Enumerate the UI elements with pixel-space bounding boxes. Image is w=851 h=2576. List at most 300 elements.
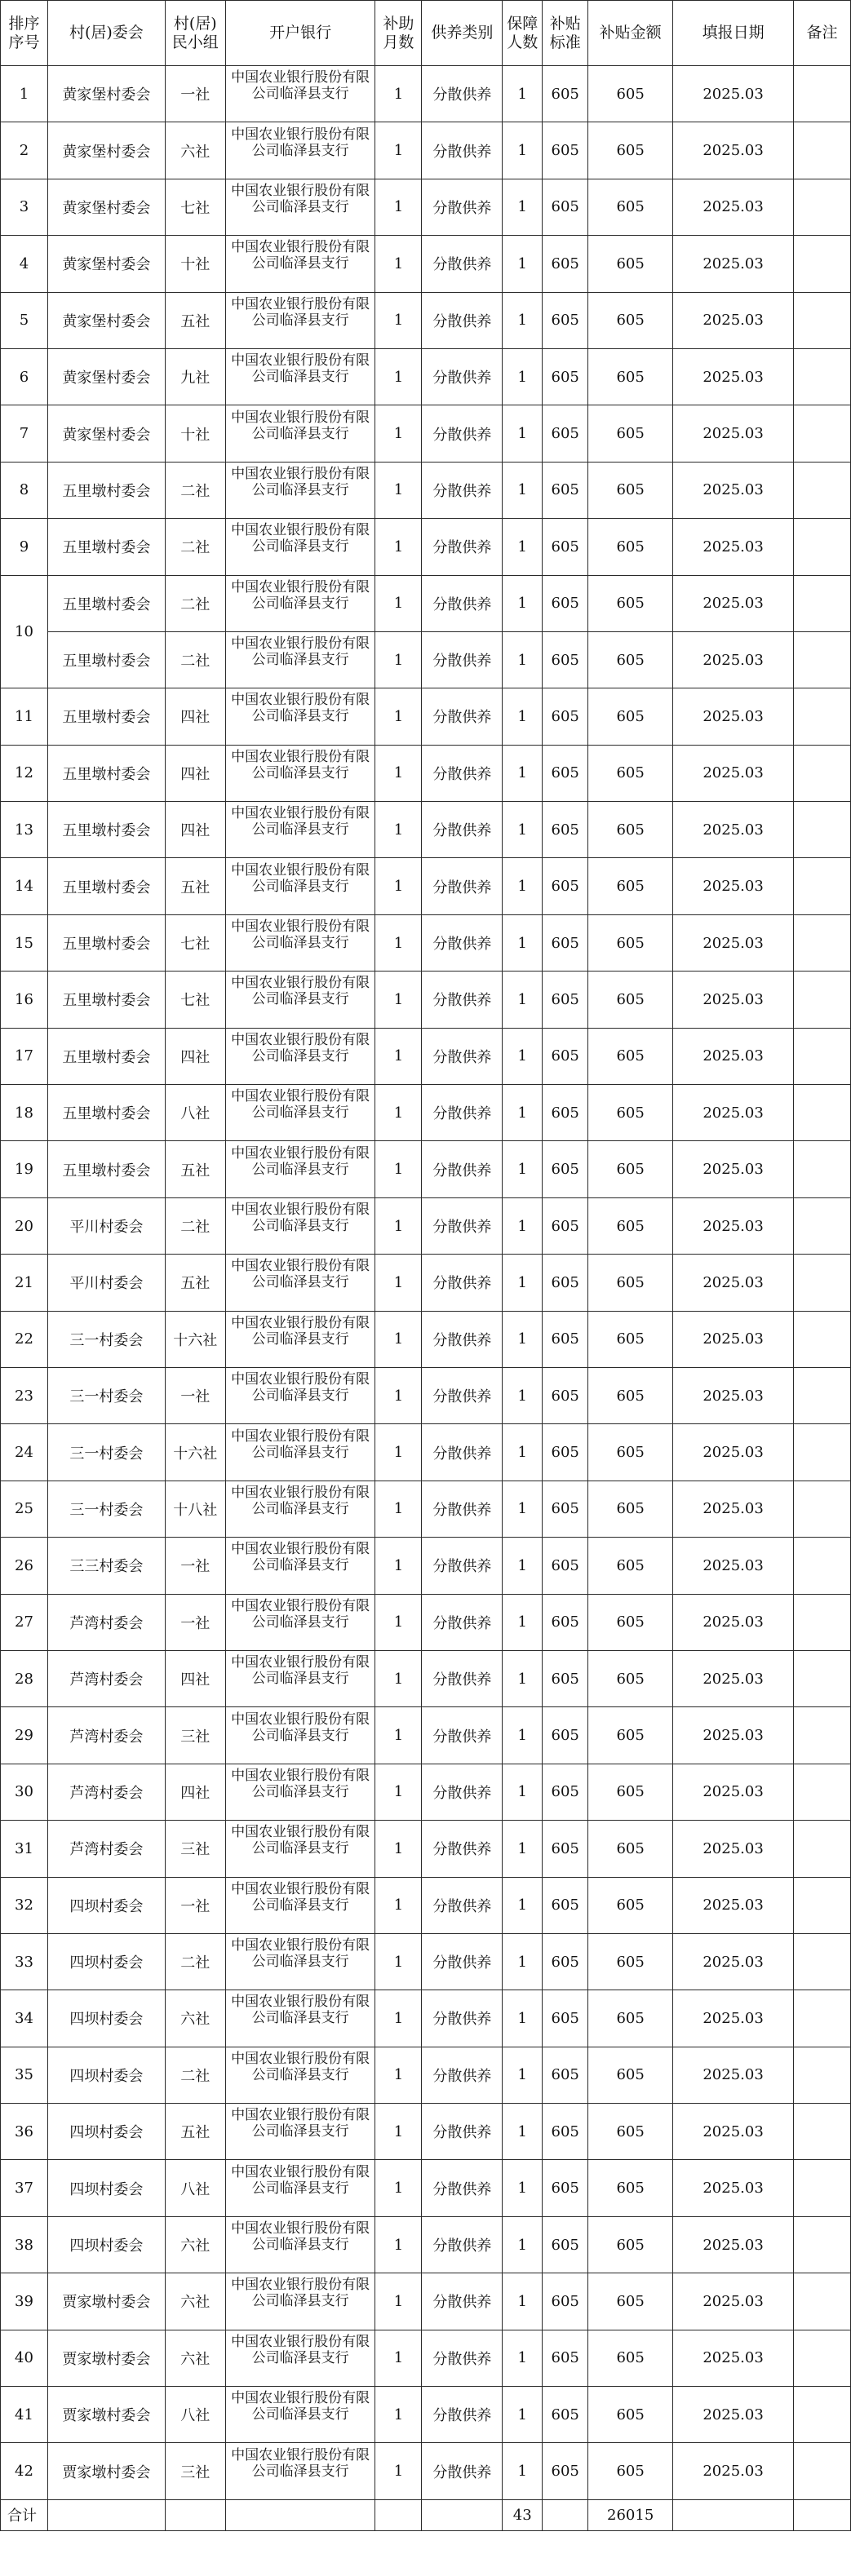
row-number: 7 (1, 405, 48, 462)
bank-cell (225, 1255, 375, 1311)
subsidy-amount: 605 (588, 1877, 673, 1933)
village-committee: 三一村委会 (47, 1367, 165, 1423)
row-number: 22 (1, 1311, 48, 1367)
subsidy-months: 1 (375, 858, 422, 914)
subsidy-standard: 605 (543, 348, 588, 405)
table-row (1, 802, 851, 858)
bank-name: 中国农业银行股份有限公司临泽县支行 (231, 2390, 370, 2423)
table-row (1, 1764, 851, 1820)
subsidy-standard: 605 (543, 1594, 588, 1650)
covered-people: 1 (503, 1255, 543, 1311)
remark (794, 914, 851, 971)
support-type: 分散供养 (422, 2216, 503, 2273)
subsidy-months: 1 (375, 1821, 422, 1877)
subsidy-standard: 605 (543, 1367, 588, 1423)
subsidy-amount: 605 (588, 2104, 673, 2160)
village-group: 六社 (165, 1990, 225, 2047)
bank-wrap (226, 1653, 375, 1705)
bank-name: 中国农业银行股份有限公司临泽县支行 (231, 522, 370, 555)
bank-cell (225, 122, 375, 179)
village-group: 六社 (165, 2273, 225, 2330)
covered-people: 1 (503, 462, 543, 518)
header-bank: 开户银行 (225, 1, 375, 66)
bank-name: 中国农业银行股份有限公司临泽县支行 (231, 578, 370, 612)
village-committee: 四坝村委会 (47, 1877, 165, 1933)
bank-wrap (226, 464, 375, 516)
remark (794, 1367, 851, 1423)
subsidy-months: 1 (375, 1311, 422, 1367)
subsidy-standard: 605 (543, 1311, 588, 1367)
remark (794, 688, 851, 745)
report-date: 2025.03 (673, 1821, 794, 1877)
subsidy-amount: 605 (588, 688, 673, 745)
bank-name: 中国农业银行股份有限公司临泽县支行 (231, 1144, 370, 1178)
remark (794, 972, 851, 1028)
covered-people: 1 (503, 348, 543, 405)
remark (794, 745, 851, 801)
subsidy-months: 1 (375, 1085, 422, 1141)
village-committee: 贾家墩村委会 (47, 2330, 165, 2386)
village-committee: 五里墩村委会 (47, 1141, 165, 1197)
village-group: 四社 (165, 688, 225, 745)
report-date: 2025.03 (673, 858, 794, 914)
subsidy-months: 1 (375, 122, 422, 179)
subsidy-standard: 605 (543, 1764, 588, 1820)
village-group: 一社 (165, 1538, 225, 1594)
row-number: 39 (1, 2273, 48, 2330)
bank-name: 中国农业银行股份有限公司临泽县支行 (231, 2050, 370, 2083)
remark (794, 1990, 851, 2047)
village-group: 四社 (165, 802, 225, 858)
total-empty-date (673, 2499, 794, 2530)
village-committee: 芦湾村委会 (47, 1707, 165, 1764)
support-type: 分散供养 (422, 1764, 503, 1820)
total-amount: 26015 (588, 2499, 673, 2530)
remark (794, 1877, 851, 1933)
bank-cell (225, 1028, 375, 1084)
subsidy-amount: 605 (588, 1141, 673, 1197)
support-type: 分散供养 (422, 1707, 503, 1764)
village-group: 三社 (165, 1821, 225, 1877)
report-date: 2025.03 (673, 1594, 794, 1650)
remark (794, 2273, 851, 2330)
subsidy-standard: 605 (543, 2047, 588, 2103)
header-amount: 补贴金额 (588, 1, 673, 66)
subsidy-months: 1 (375, 236, 422, 292)
village-committee: 四坝村委会 (47, 2104, 165, 2160)
bank-wrap (226, 1144, 375, 1196)
bank-cell (225, 292, 375, 348)
subsidy-amount: 605 (588, 1933, 673, 1990)
table-row (1, 2387, 851, 2443)
bank-name: 中国农业银行股份有限公司临泽县支行 (231, 1541, 370, 1574)
village-committee: 四坝村委会 (47, 2216, 165, 2273)
subsidy-months: 1 (375, 745, 422, 801)
header-no (1, 1, 48, 66)
report-date: 2025.03 (673, 348, 794, 405)
bank-cell (225, 1933, 375, 1990)
header-people-line2: 人数 (507, 33, 539, 51)
table-row (1, 1594, 851, 1650)
support-type: 分散供养 (422, 1255, 503, 1311)
subsidy-months: 1 (375, 2330, 422, 2386)
village-group: 六社 (165, 122, 225, 179)
covered-people: 1 (503, 914, 543, 971)
subsidy-standard: 605 (543, 1990, 588, 2047)
subsidy-standard: 605 (543, 858, 588, 914)
bank-wrap (226, 1256, 375, 1308)
covered-people: 1 (503, 1821, 543, 1877)
bank-wrap (226, 973, 375, 1025)
subsidy-amount: 605 (588, 2330, 673, 2386)
row-number: 12 (1, 745, 48, 801)
bank-cell (225, 1990, 375, 2047)
village-committee: 三三村委会 (47, 1538, 165, 1594)
village-committee: 五里墩村委会 (47, 1028, 165, 1084)
covered-people: 1 (503, 2387, 543, 2443)
table-row (1, 2443, 851, 2499)
bank-cell (225, 1197, 375, 1254)
village-committee: 黄家堡村委会 (47, 236, 165, 292)
total-row (1, 2499, 851, 2530)
subsidy-standard: 605 (543, 1085, 588, 1141)
remark (794, 2160, 851, 2216)
village-group: 十六社 (165, 1424, 225, 1481)
village-committee: 黄家堡村委会 (47, 348, 165, 405)
subsidy-standard: 605 (543, 1424, 588, 1481)
village-committee: 黄家堡村委会 (47, 122, 165, 179)
row-number: 25 (1, 1481, 48, 1537)
subsidy-months: 1 (375, 1877, 422, 1933)
subsidy-amount: 605 (588, 405, 673, 462)
bank-name: 中国农业银行股份有限公司临泽县支行 (231, 1088, 370, 1122)
bank-name: 中国农业银行股份有限公司临泽县支行 (231, 635, 370, 669)
bank-cell (225, 2330, 375, 2386)
village-group: 十八社 (165, 1481, 225, 1537)
subsidy-amount: 605 (588, 2047, 673, 2103)
covered-people: 1 (503, 1538, 543, 1594)
report-date: 2025.03 (673, 292, 794, 348)
bank-name: 中国农业银行股份有限公司临泽县支行 (231, 1427, 370, 1461)
header-group-line2: 民小组 (171, 33, 219, 51)
remark (794, 2330, 851, 2386)
support-type: 分散供养 (422, 1311, 503, 1367)
covered-people: 1 (503, 1085, 543, 1141)
remark (794, 462, 851, 518)
bank-wrap (226, 1879, 375, 1932)
subsidy-standard: 605 (543, 1538, 588, 1594)
village-committee: 五里墩村委会 (47, 914, 165, 971)
row-number: 3 (1, 179, 48, 235)
village-group: 五社 (165, 1255, 225, 1311)
village-group: 六社 (165, 2330, 225, 2386)
subsidy-standard: 605 (543, 1255, 588, 1311)
row-number: 40 (1, 2330, 48, 2386)
bank-wrap (226, 408, 375, 460)
subsidy-amount: 605 (588, 462, 673, 518)
report-date: 2025.03 (673, 1424, 794, 1481)
report-date: 2025.03 (673, 1197, 794, 1254)
village-group: 五社 (165, 858, 225, 914)
subsidy-months: 1 (375, 914, 422, 971)
subsidy-amount: 605 (588, 179, 673, 235)
subsidy-months: 1 (375, 405, 422, 462)
report-date: 2025.03 (673, 631, 794, 688)
subsidy-months: 1 (375, 2104, 422, 2160)
bank-name: 中国农业银行股份有限公司临泽县支行 (231, 182, 370, 215)
subsidy-standard: 605 (543, 1028, 588, 1084)
support-type: 分散供养 (422, 1877, 503, 1933)
header-remark: 备注 (794, 1, 851, 66)
subsidy-months: 1 (375, 1764, 422, 1820)
report-date: 2025.03 (673, 405, 794, 462)
report-date: 2025.03 (673, 2104, 794, 2160)
bank-cell (225, 2273, 375, 2330)
bank-name: 中国农业银行股份有限公司临泽县支行 (231, 2220, 370, 2254)
bank-wrap (226, 2388, 375, 2441)
table-row (1, 1028, 851, 1084)
row-number: 2 (1, 122, 48, 179)
table-row (1, 236, 851, 292)
row-number: 21 (1, 1255, 48, 1311)
support-type: 分散供养 (422, 2047, 503, 2103)
village-group: 四社 (165, 745, 225, 801)
bank-name: 中国农业银行股份有限公司临泽县支行 (231, 1711, 370, 1744)
village-group: 一社 (165, 1877, 225, 1933)
support-type: 分散供养 (422, 122, 503, 179)
covered-people: 1 (503, 1933, 543, 1990)
bank-name: 中国农业银行股份有限公司临泽县支行 (231, 1767, 370, 1800)
subsidy-amount: 605 (588, 2387, 673, 2443)
bank-cell (225, 405, 375, 462)
report-date: 2025.03 (673, 1764, 794, 1820)
report-date: 2025.03 (673, 802, 794, 858)
subsidy-months: 1 (375, 179, 422, 235)
subsidy-amount: 605 (588, 1990, 673, 2047)
remark (794, 519, 851, 575)
bank-name: 中国农业银行股份有限公司临泽县支行 (231, 1484, 370, 1517)
village-committee: 贾家墩村委会 (47, 2387, 165, 2443)
report-date: 2025.03 (673, 1933, 794, 1990)
remark (794, 122, 851, 179)
subsidy-standard: 605 (543, 1877, 588, 1933)
remark (794, 1311, 851, 1367)
support-type: 分散供养 (422, 348, 503, 405)
table-row (1, 1538, 851, 1594)
header-standard (543, 1, 588, 66)
bank-wrap (226, 2445, 375, 2498)
subsidy-amount: 605 (588, 1481, 673, 1537)
subsidy-amount: 605 (588, 972, 673, 1028)
subsidy-standard: 605 (543, 1141, 588, 1197)
subsidy-months: 1 (375, 292, 422, 348)
subsidy-standard: 605 (543, 1933, 588, 1990)
table-row (1, 66, 851, 122)
subsidy-amount: 605 (588, 631, 673, 688)
table-row (1, 631, 851, 688)
covered-people: 1 (503, 292, 543, 348)
support-type: 分散供养 (422, 972, 503, 1028)
support-type: 分散供养 (422, 1367, 503, 1423)
bank-cell (225, 1650, 375, 1706)
remark (794, 1028, 851, 1084)
support-type: 分散供养 (422, 2104, 503, 2160)
total-people: 43 (503, 2499, 543, 2530)
remark (794, 1255, 851, 1311)
bank-wrap (226, 181, 375, 233)
report-date: 2025.03 (673, 1028, 794, 1084)
bank-cell (225, 236, 375, 292)
table-row (1, 2216, 851, 2273)
village-committee: 五里墩村委会 (47, 802, 165, 858)
subsidy-months: 1 (375, 1367, 422, 1423)
bank-cell (225, 972, 375, 1028)
subsidy-months: 1 (375, 972, 422, 1028)
support-type: 分散供养 (422, 1933, 503, 1990)
bank-cell (225, 2216, 375, 2273)
report-date: 2025.03 (673, 179, 794, 235)
bank-cell (225, 2047, 375, 2103)
total-label: 合计 (1, 2499, 48, 2530)
support-type: 分散供养 (422, 405, 503, 462)
table-row (1, 1311, 851, 1367)
subsidy-standard: 605 (543, 1197, 588, 1254)
village-group: 四社 (165, 1650, 225, 1706)
village-committee: 四坝村委会 (47, 1933, 165, 1990)
row-number: 1 (1, 66, 48, 122)
covered-people: 1 (503, 2443, 543, 2499)
bank-wrap (226, 294, 375, 347)
village-committee: 四坝村委会 (47, 1990, 165, 2047)
covered-people: 1 (503, 66, 543, 122)
table-row (1, 462, 851, 518)
remark (794, 1650, 851, 1706)
subsidy-standard: 605 (543, 179, 588, 235)
table-row (1, 745, 851, 801)
support-type: 分散供养 (422, 179, 503, 235)
bank-cell (225, 575, 375, 631)
village-group: 一社 (165, 1367, 225, 1423)
row-number: 27 (1, 1594, 48, 1650)
remark (794, 802, 851, 858)
bank-wrap (226, 2332, 375, 2384)
subsidy-standard: 605 (543, 688, 588, 745)
bank-wrap (226, 351, 375, 403)
table-row (1, 1877, 851, 1933)
report-date: 2025.03 (673, 519, 794, 575)
support-type: 分散供养 (422, 2330, 503, 2386)
remark (794, 1085, 851, 1141)
remark (794, 2387, 851, 2443)
village-committee: 三一村委会 (47, 1424, 165, 1481)
subsidy-amount: 605 (588, 66, 673, 122)
subsidy-months: 1 (375, 462, 422, 518)
report-date: 2025.03 (673, 1367, 794, 1423)
row-number: 11 (1, 688, 48, 745)
subsidy-months: 1 (375, 575, 422, 631)
row-number: 29 (1, 1707, 48, 1764)
bank-wrap (226, 1427, 375, 1479)
bank-name: 中国农业银行股份有限公司临泽县支行 (231, 2163, 370, 2197)
bank-wrap (226, 1992, 375, 2044)
bank-name: 中国农业银行股份有限公司临泽县支行 (231, 1880, 370, 1914)
village-committee: 平川村委会 (47, 1197, 165, 1254)
village-committee: 芦湾村委会 (47, 1821, 165, 1877)
village-group: 四社 (165, 1028, 225, 1084)
support-type: 分散供养 (422, 519, 503, 575)
header-people-line1: 保障 (507, 14, 539, 33)
bank-cell (225, 348, 375, 405)
subsidy-standard: 605 (543, 2443, 588, 2499)
remark (794, 1424, 851, 1481)
support-type: 分散供养 (422, 1028, 503, 1084)
village-group: 一社 (165, 66, 225, 122)
subsidy-months: 1 (375, 688, 422, 745)
table-row (1, 1990, 851, 2047)
report-date: 2025.03 (673, 462, 794, 518)
bank-name: 中国农业银行股份有限公司临泽县支行 (231, 2277, 370, 2310)
bank-wrap (226, 803, 375, 856)
support-type: 分散供养 (422, 575, 503, 631)
total-empty-village (47, 2499, 165, 2530)
subsidy-months: 1 (375, 1255, 422, 1311)
subsidy-months: 1 (375, 2387, 422, 2443)
table-row (1, 2273, 851, 2330)
covered-people: 1 (503, 405, 543, 462)
row-number: 30 (1, 1764, 48, 1820)
bank-cell (225, 858, 375, 914)
subsidy-amount: 605 (588, 2216, 673, 2273)
bank-cell (225, 745, 375, 801)
header-no-line2: 序号 (8, 33, 40, 51)
row-number: 20 (1, 1197, 48, 1254)
row-number: 24 (1, 1424, 48, 1481)
row-number: 36 (1, 2104, 48, 2160)
covered-people: 1 (503, 1594, 543, 1650)
bank-name: 中国农业银行股份有限公司临泽县支行 (231, 975, 370, 1008)
bank-cell (225, 1424, 375, 1481)
subsidy-standard: 605 (543, 1481, 588, 1537)
table-row (1, 1707, 851, 1764)
remark (794, 1538, 851, 1594)
bank-wrap (226, 1822, 375, 1874)
bank-cell (225, 1367, 375, 1423)
village-group: 二社 (165, 1933, 225, 1990)
subsidy-standard: 605 (543, 519, 588, 575)
village-committee: 五里墩村委会 (47, 1085, 165, 1141)
subsidy-amount: 605 (588, 575, 673, 631)
remark (794, 2104, 851, 2160)
subsidy-months: 1 (375, 1990, 422, 2047)
bank-name: 中国农业银行股份有限公司临泽县支行 (231, 239, 370, 272)
covered-people: 1 (503, 1877, 543, 1933)
report-date: 2025.03 (673, 1085, 794, 1141)
subsidy-amount: 605 (588, 1424, 673, 1481)
village-committee: 四坝村委会 (47, 2160, 165, 2216)
header-months (375, 1, 422, 66)
subsidy-months: 1 (375, 66, 422, 122)
row-number: 6 (1, 348, 48, 405)
village-committee: 五里墩村委会 (47, 462, 165, 518)
subsidy-months: 1 (375, 1707, 422, 1764)
table-body (1, 66, 851, 2500)
covered-people: 1 (503, 1197, 543, 1254)
bank-wrap (226, 1936, 375, 1988)
bank-cell (225, 631, 375, 688)
village-group: 二社 (165, 519, 225, 575)
report-date: 2025.03 (673, 122, 794, 179)
subsidy-months: 1 (375, 1594, 422, 1650)
